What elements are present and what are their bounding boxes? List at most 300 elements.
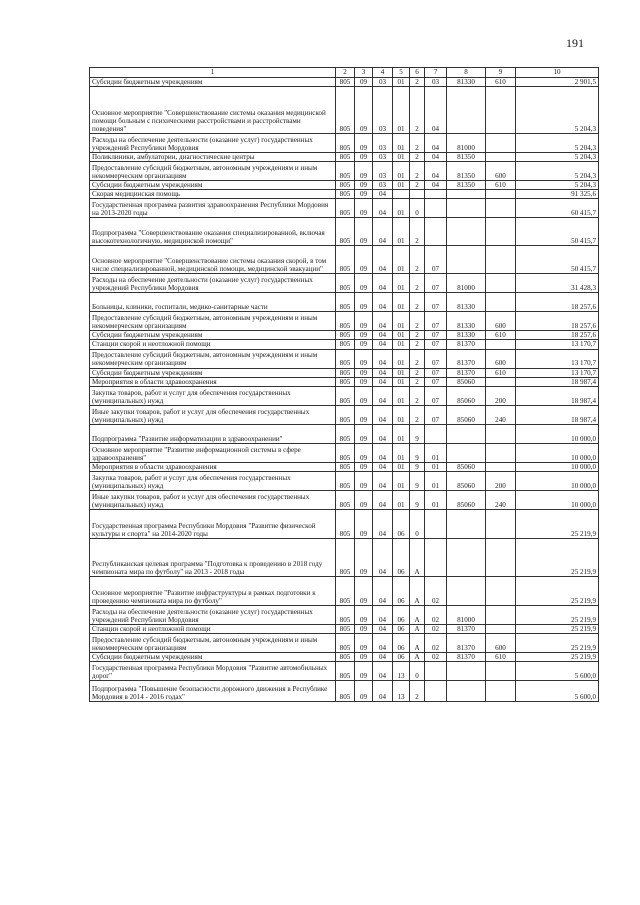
activity-code-cell: 07	[425, 349, 447, 368]
subsection-code-cell: 04	[373, 218, 393, 246]
program-code-cell: 01	[393, 349, 410, 368]
table-row	[90, 134, 599, 153]
section-code-cell: 09	[355, 340, 373, 349]
subsection-code-cell: 04	[373, 331, 393, 340]
ministry-code-cell: 805	[336, 331, 355, 340]
ministry-code-cell: 805	[336, 538, 355, 576]
activity-code-cell: 02	[425, 633, 447, 652]
activity-code-cell: 07	[425, 293, 447, 312]
section-code-cell: 09	[355, 605, 373, 624]
item-name-cell: Субсидии бюджетным учреждениям	[90, 78, 336, 87]
subprogram-code-cell: 2	[410, 368, 425, 377]
program-code-cell: 01	[393, 331, 410, 340]
subsection-code-cell: 03	[373, 134, 393, 153]
header-cell: 4	[373, 68, 393, 78]
activity-code-cell: 02	[425, 576, 447, 605]
item-name-cell: Государственная программа развития здравоохранения Республики Мордовия на 2013-2020 годы	[90, 199, 336, 218]
program-code-cell: 01	[393, 218, 410, 246]
item-name-cell: Подпрограмма "Развитие информатизации в здравоохранении"	[90, 424, 336, 443]
target-article-cell: 85060	[447, 462, 486, 471]
activity-code-cell: 07	[425, 368, 447, 377]
subsection-code-cell: 04	[373, 377, 393, 386]
ministry-code-cell: 805	[336, 153, 355, 162]
ministry-code-cell: 805	[336, 490, 355, 509]
section-code-cell: 09	[355, 538, 373, 576]
amount-cell: 18 987,4	[516, 386, 599, 405]
section-code-cell: 09	[355, 576, 373, 605]
program-code-cell: 01	[393, 462, 410, 471]
subprogram-code-cell: 2	[410, 274, 425, 293]
section-code-cell: 09	[355, 312, 373, 331]
subsection-code-cell: 03	[373, 78, 393, 87]
table-row	[90, 218, 599, 246]
ministry-code-cell: 805	[336, 87, 355, 134]
activity-code-cell: 07	[425, 246, 447, 274]
program-code-cell: 01	[393, 405, 410, 424]
ministry-code-cell: 805	[336, 274, 355, 293]
expense-type-cell	[486, 424, 516, 443]
table-row	[90, 368, 599, 377]
program-code-cell: 06	[393, 605, 410, 624]
program-code-cell: 01	[393, 181, 410, 190]
program-code-cell: 01	[393, 199, 410, 218]
section-code-cell: 09	[355, 218, 373, 246]
subsection-code-cell: 04	[373, 405, 393, 424]
item-name-cell: Иные закупки товаров, работ и услуг для обеспечения государственных (муниципальных) нужд	[90, 490, 336, 509]
program-code-cell: 01	[393, 134, 410, 153]
ministry-code-cell: 805	[336, 312, 355, 331]
table-row	[90, 386, 599, 405]
section-code-cell: 09	[355, 509, 373, 538]
ministry-code-cell: 805	[336, 218, 355, 246]
item-name-cell: Расходы на обеспечение деятельности (оказание услуг) государственных учреждений Республики Мордовия	[90, 274, 336, 293]
section-code-cell: 09	[355, 405, 373, 424]
target-article-cell	[447, 509, 486, 538]
amount-cell: 18 987,4	[516, 377, 599, 386]
target-article-cell	[447, 681, 486, 702]
subprogram-code-cell: 2	[410, 340, 425, 349]
item-name-cell: Субсидии бюджетным учреждениям	[90, 652, 336, 661]
subsection-code-cell: 04	[373, 490, 393, 509]
target-article-cell: 85060	[447, 386, 486, 405]
expense-type-cell: 600	[486, 162, 516, 181]
item-name-cell: Основное мероприятие "Развитие инфраструктуры в рамках подготовки к проведению чемпионата мира по футболу"	[90, 576, 336, 605]
amount-cell: 10 000,0	[516, 490, 599, 509]
budget-table	[89, 67, 599, 702]
ministry-code-cell: 805	[336, 662, 355, 681]
item-name-cell: Субсидии бюджетным учреждениям	[90, 331, 336, 340]
item-name-cell: Станции скорой и неотложной помощи	[90, 340, 336, 349]
item-name-cell: Станции скорой и неотложной помощи	[90, 624, 336, 633]
subprogram-code-cell: А	[410, 605, 425, 624]
subsection-code-cell: 04	[373, 199, 393, 218]
subsection-code-cell: 04	[373, 386, 393, 405]
activity-code-cell	[425, 681, 447, 702]
table-row	[90, 293, 599, 312]
target-article-cell	[447, 199, 486, 218]
item-name-cell: Расходы на обеспечение деятельности (оказание услуг) государственных учреждений Республики Мордовия	[90, 605, 336, 624]
activity-code-cell: 01	[425, 462, 447, 471]
section-code-cell: 09	[355, 349, 373, 368]
ministry-code-cell: 805	[336, 576, 355, 605]
section-code-cell: 09	[355, 377, 373, 386]
subsection-code-cell: 04	[373, 190, 393, 199]
activity-code-cell: 01	[425, 471, 447, 490]
activity-code-cell	[425, 509, 447, 538]
activity-code-cell: 02	[425, 605, 447, 624]
activity-code-cell: 07	[425, 274, 447, 293]
target-article-cell: 81370	[447, 633, 486, 652]
header-cell: 10	[516, 68, 599, 78]
expense-type-cell	[486, 443, 516, 462]
ministry-code-cell: 805	[336, 605, 355, 624]
target-article-cell	[447, 424, 486, 443]
table-row	[90, 471, 599, 490]
section-code-cell: 09	[355, 681, 373, 702]
subsection-code-cell: 04	[373, 312, 393, 331]
item-name-cell: Скорая медицинская помощь	[90, 190, 336, 199]
program-code-cell: 01	[393, 246, 410, 274]
amount-cell: 5 204,3	[516, 153, 599, 162]
subprogram-code-cell: 9	[410, 443, 425, 462]
expense-type-cell	[486, 87, 516, 134]
subprogram-code-cell	[410, 190, 425, 199]
target-article-cell	[447, 576, 486, 605]
subprogram-code-cell: 2	[410, 386, 425, 405]
table-row	[90, 490, 599, 509]
header-cell: 5	[393, 68, 410, 78]
section-code-cell: 09	[355, 652, 373, 661]
subprogram-code-cell: 2	[410, 331, 425, 340]
subprogram-code-cell: 2	[410, 377, 425, 386]
subprogram-code-cell: 0	[410, 199, 425, 218]
header-cell: 3	[355, 68, 373, 78]
expense-type-cell	[486, 134, 516, 153]
expense-type-cell	[486, 462, 516, 471]
section-code-cell: 09	[355, 424, 373, 443]
target-article-cell	[447, 662, 486, 681]
expense-type-cell: 240	[486, 405, 516, 424]
expense-type-cell	[486, 662, 516, 681]
expense-type-cell: 600	[486, 633, 516, 652]
table-row	[90, 331, 599, 340]
ministry-code-cell: 805	[336, 405, 355, 424]
subsection-code-cell: 04	[373, 652, 393, 661]
section-code-cell: 09	[355, 633, 373, 652]
expense-type-cell: 610	[486, 652, 516, 661]
subsection-code-cell: 04	[373, 340, 393, 349]
table-row	[90, 349, 599, 368]
target-article-cell: 81330	[447, 293, 486, 312]
program-code-cell: 06	[393, 633, 410, 652]
expense-type-cell	[486, 199, 516, 218]
subsection-code-cell: 04	[373, 605, 393, 624]
program-code-cell: 01	[393, 78, 410, 87]
amount-cell: 18 257,6	[516, 312, 599, 331]
subsection-code-cell: 04	[373, 462, 393, 471]
amount-cell: 25 219,9	[516, 509, 599, 538]
item-name-cell: Подпрограмма "Совершенствование оказания специализированной, включая высокотехнологичную, медицинской помощи"	[90, 218, 336, 246]
section-code-cell: 09	[355, 87, 373, 134]
target-article-cell: 81370	[447, 368, 486, 377]
ministry-code-cell: 805	[336, 509, 355, 538]
target-article-cell: 81330	[447, 331, 486, 340]
subprogram-code-cell: 2	[410, 293, 425, 312]
program-code-cell	[393, 190, 410, 199]
section-code-cell: 09	[355, 443, 373, 462]
item-name-cell: Основное мероприятие "Совершенствование системы оказания скорой, в том числе специализированной, медицинской помощи, медицинской эвакуации"	[90, 246, 336, 274]
ministry-code-cell: 805	[336, 386, 355, 405]
item-name-cell: Поликлиники, амбулатории, диагностические центры	[90, 153, 336, 162]
program-code-cell: 06	[393, 509, 410, 538]
section-code-cell: 09	[355, 134, 373, 153]
target-article-cell: 81330	[447, 78, 486, 87]
activity-code-cell	[425, 199, 447, 218]
ministry-code-cell: 805	[336, 652, 355, 661]
subprogram-code-cell: А	[410, 576, 425, 605]
expense-type-cell	[486, 509, 516, 538]
target-article-cell: 81000	[447, 274, 486, 293]
target-article-cell: 85060	[447, 490, 486, 509]
subprogram-code-cell: А	[410, 633, 425, 652]
program-code-cell: 01	[393, 490, 410, 509]
subprogram-code-cell: 9	[410, 424, 425, 443]
subsection-code-cell: 04	[373, 471, 393, 490]
section-code-cell: 09	[355, 190, 373, 199]
activity-code-cell	[425, 218, 447, 246]
table-row	[90, 274, 599, 293]
ministry-code-cell: 805	[336, 340, 355, 349]
page-number: 191	[566, 36, 584, 50]
section-code-cell: 09	[355, 624, 373, 633]
item-name-cell: Предоставление субсидий бюджетным, автономным учреждениям и иным некоммерческим организациям	[90, 633, 336, 652]
amount-cell: 50 415,7	[516, 218, 599, 246]
subprogram-code-cell: 2	[410, 162, 425, 181]
activity-code-cell: 04	[425, 134, 447, 153]
table-row	[90, 633, 599, 652]
item-name-cell: Предоставление субсидий бюджетным, автономным учреждениям и иным некоммерческим организациям	[90, 349, 336, 368]
table-row	[90, 538, 599, 576]
expense-type-cell: 610	[486, 181, 516, 190]
expense-type-cell	[486, 190, 516, 199]
expense-type-cell	[486, 538, 516, 576]
header-cell: 1	[90, 68, 336, 78]
section-code-cell: 09	[355, 368, 373, 377]
section-code-cell: 09	[355, 293, 373, 312]
table-row	[90, 181, 599, 190]
expense-type-cell: 200	[486, 471, 516, 490]
amount-cell: 25 219,9	[516, 538, 599, 576]
expense-type-cell	[486, 218, 516, 246]
activity-code-cell: 04	[425, 181, 447, 190]
amount-cell: 13 170,7	[516, 368, 599, 377]
target-article-cell	[447, 87, 486, 134]
ministry-code-cell: 805	[336, 349, 355, 368]
item-name-cell: Закупка товаров, работ и услуг для обеспечения государственных (муниципальных) нужд	[90, 386, 336, 405]
activity-code-cell	[425, 190, 447, 199]
subsection-code-cell: 04	[373, 368, 393, 377]
target-article-cell: 85060	[447, 471, 486, 490]
table-row	[90, 652, 599, 661]
expense-type-cell: 610	[486, 368, 516, 377]
table-row	[90, 605, 599, 624]
activity-code-cell: 01	[425, 443, 447, 462]
amount-cell: 5 600,0	[516, 662, 599, 681]
item-name-cell: Основное мероприятие "Развитие информационной системы в сфере здравоохранения"	[90, 443, 336, 462]
section-code-cell: 09	[355, 246, 373, 274]
subprogram-code-cell: 2	[410, 181, 425, 190]
program-code-cell: 13	[393, 662, 410, 681]
subprogram-code-cell: 9	[410, 471, 425, 490]
amount-cell: 5 204,3	[516, 134, 599, 153]
target-article-cell: 81330	[447, 312, 486, 331]
program-code-cell: 06	[393, 576, 410, 605]
subsection-code-cell: 04	[373, 633, 393, 652]
subprogram-code-cell: 9	[410, 462, 425, 471]
subprogram-code-cell: 9	[410, 490, 425, 509]
table-row	[90, 162, 599, 181]
amount-cell: 10 000,0	[516, 462, 599, 471]
amount-cell: 91 325,6	[516, 190, 599, 199]
ministry-code-cell: 805	[336, 162, 355, 181]
expense-type-cell	[486, 340, 516, 349]
program-code-cell: 01	[393, 443, 410, 462]
expense-type-cell: 200	[486, 386, 516, 405]
subprogram-code-cell: 2	[410, 78, 425, 87]
program-code-cell: 01	[393, 274, 410, 293]
subsection-code-cell: 03	[373, 87, 393, 134]
section-code-cell: 09	[355, 331, 373, 340]
program-code-cell: 01	[393, 87, 410, 134]
ministry-code-cell: 805	[336, 624, 355, 633]
table-row	[90, 199, 599, 218]
section-code-cell: 09	[355, 162, 373, 181]
ministry-code-cell: 805	[336, 293, 355, 312]
table-row	[90, 312, 599, 331]
target-article-cell	[447, 190, 486, 199]
ministry-code-cell: 805	[336, 181, 355, 190]
subprogram-code-cell: 2	[410, 134, 425, 153]
subprogram-code-cell: 2	[410, 87, 425, 134]
activity-code-cell: 04	[425, 87, 447, 134]
table-row	[90, 78, 599, 87]
subsection-code-cell: 04	[373, 443, 393, 462]
amount-cell: 10 000,0	[516, 443, 599, 462]
activity-code-cell	[425, 662, 447, 681]
activity-code-cell	[425, 424, 447, 443]
ministry-code-cell: 805	[336, 681, 355, 702]
table-row	[90, 190, 599, 199]
table-row	[90, 624, 599, 633]
amount-cell: 60 415,7	[516, 199, 599, 218]
program-code-cell: 01	[393, 340, 410, 349]
header-cell: 7	[425, 68, 447, 78]
program-code-cell: 01	[393, 162, 410, 181]
program-code-cell: 01	[393, 377, 410, 386]
subprogram-code-cell: 2	[410, 153, 425, 162]
subsection-code-cell: 04	[373, 293, 393, 312]
program-code-cell: 13	[393, 681, 410, 702]
program-code-cell: 01	[393, 471, 410, 490]
table-row	[90, 576, 599, 605]
table-row	[90, 662, 599, 681]
subsection-code-cell: 04	[373, 274, 393, 293]
amount-cell: 5 204,3	[516, 162, 599, 181]
activity-code-cell	[425, 538, 447, 576]
activity-code-cell: 07	[425, 312, 447, 331]
expense-type-cell	[486, 681, 516, 702]
expense-type-cell	[486, 274, 516, 293]
header-cell: 6	[410, 68, 425, 78]
header-cell: 9	[486, 68, 516, 78]
program-code-cell: 06	[393, 652, 410, 661]
subsection-code-cell: 04	[373, 349, 393, 368]
subsection-code-cell: 04	[373, 681, 393, 702]
amount-cell: 2 901,5	[516, 78, 599, 87]
item-name-cell: Мероприятия в области здравоохранения	[90, 462, 336, 471]
amount-cell: 50 415,7	[516, 246, 599, 274]
ministry-code-cell: 805	[336, 443, 355, 462]
item-name-cell: Основное мероприятие "Совершенствование системы оказания медицинской помощи больным с психическими расстройствами и расстройствами поведения"	[90, 87, 336, 134]
item-name-cell: Субсидии бюджетным учреждениям	[90, 368, 336, 377]
target-article-cell: 81350	[447, 181, 486, 190]
subprogram-code-cell: 2	[410, 246, 425, 274]
ministry-code-cell: 805	[336, 424, 355, 443]
target-article-cell	[447, 538, 486, 576]
amount-cell: 18 257,6	[516, 293, 599, 312]
subprogram-code-cell: 2	[410, 218, 425, 246]
amount-cell: 18 257,6	[516, 331, 599, 340]
target-article-cell: 81370	[447, 624, 486, 633]
expense-type-cell: 240	[486, 490, 516, 509]
ministry-code-cell: 805	[336, 134, 355, 153]
target-article-cell: 81350	[447, 153, 486, 162]
section-code-cell: 09	[355, 386, 373, 405]
item-name-cell: Иные закупки товаров, работ и услуг для обеспечения государственных (муниципальных) нужд	[90, 405, 336, 424]
subsection-code-cell: 04	[373, 624, 393, 633]
subprogram-code-cell: 2	[410, 681, 425, 702]
subprogram-code-cell: А	[410, 624, 425, 633]
target-article-cell: 81000	[447, 605, 486, 624]
table-row	[90, 443, 599, 462]
ministry-code-cell: 805	[336, 471, 355, 490]
target-article-cell	[447, 218, 486, 246]
section-code-cell: 09	[355, 153, 373, 162]
subprogram-code-cell: А	[410, 538, 425, 576]
item-name-cell: Расходы на обеспечение деятельности (оказание услуг) государственных учреждений Республики Мордовия	[90, 134, 336, 153]
target-article-cell	[447, 246, 486, 274]
section-code-cell: 09	[355, 199, 373, 218]
amount-cell: 18 987,4	[516, 405, 599, 424]
amount-cell: 25 219,9	[516, 605, 599, 624]
program-code-cell: 06	[393, 538, 410, 576]
activity-code-cell: 07	[425, 377, 447, 386]
expense-type-cell: 610	[486, 331, 516, 340]
expense-type-cell: 610	[486, 78, 516, 87]
item-name-cell: Субсидии бюджетным учреждениям	[90, 181, 336, 190]
subsection-code-cell: 04	[373, 538, 393, 576]
amount-cell: 5 204,3	[516, 181, 599, 190]
amount-cell: 13 170,7	[516, 349, 599, 368]
table-row	[90, 462, 599, 471]
activity-code-cell: 07	[425, 405, 447, 424]
subsection-code-cell: 04	[373, 424, 393, 443]
activity-code-cell: 04	[425, 153, 447, 162]
program-code-cell: 01	[393, 312, 410, 331]
activity-code-cell: 07	[425, 340, 447, 349]
subprogram-code-cell: 0	[410, 662, 425, 681]
expense-type-cell	[486, 605, 516, 624]
